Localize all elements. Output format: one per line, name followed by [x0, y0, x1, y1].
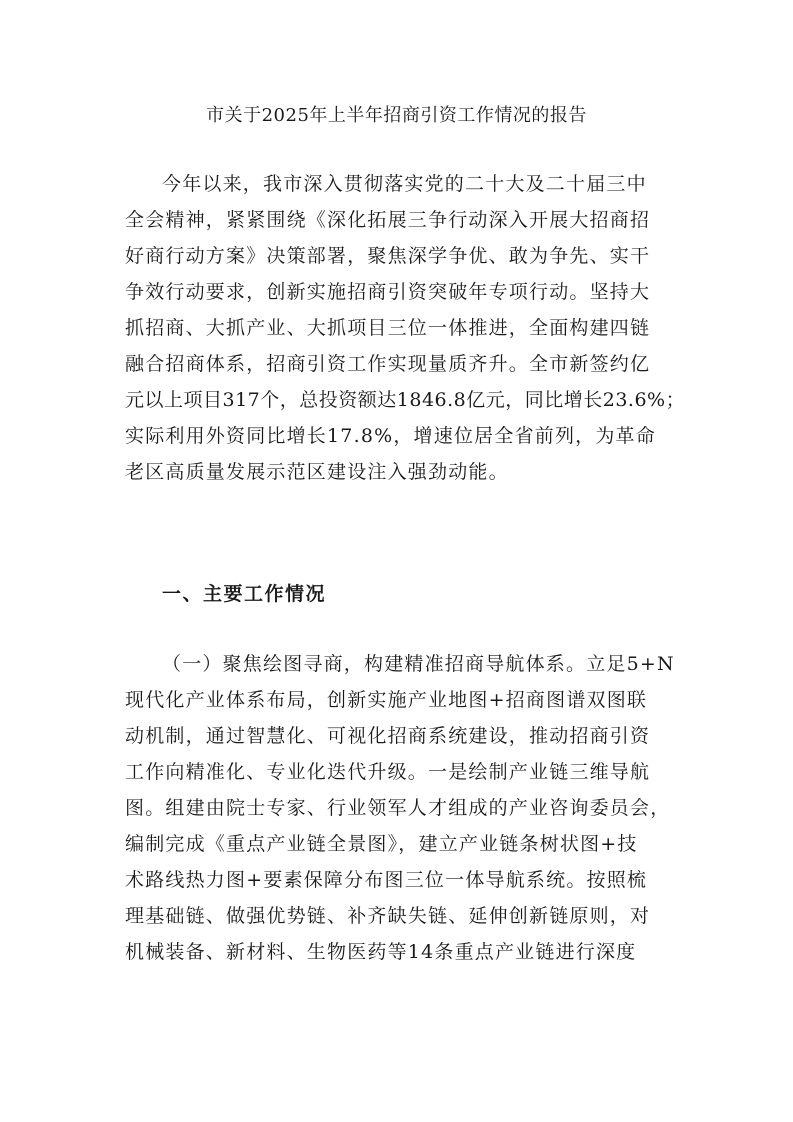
- paragraph-line: 实际利用外资同比增长17.8%，增速位居全省前列，为革命: [125, 425, 656, 447]
- paragraph-line: 老区高质量发展示范区建设注入强劲动能。: [125, 461, 509, 483]
- paragraph-line: 动机制，通过智慧化、可视化招商系统建设，推动招商引资: [125, 725, 651, 747]
- paragraph-line: 抓招商、大抓产业、大抓项目三位一体推进，全面构建四链: [125, 317, 651, 339]
- paragraph-line: 术路线热力图+要素保障分布图三位一体导航系统。按照梳: [125, 869, 648, 891]
- paragraph-line: 机械装备、新材料、生物医药等14条重点产业链进行深度: [125, 941, 637, 963]
- paragraph-line: 融合招商体系，招商引资工作实现量质齐升。全市新签约亿: [125, 353, 651, 375]
- paragraph-line: 今年以来，我市深入贯彻落实党的二十大及二十届三中: [162, 173, 647, 195]
- paragraph-line: 工作向精准化、专业化迭代升级。一是绘制产业链三维导航: [125, 761, 651, 783]
- document-title: 市关于2025年上半年招商引资工作情况的报告: [206, 105, 587, 126]
- section-paragraph: [125, 646, 685, 970]
- paragraph-line: 图。组建由院士专家、行业领军人才组成的产业咨询委员会，: [125, 797, 671, 819]
- paragraph-line: （一）聚焦绘图寻商，构建精准招商导航体系。立足5+N: [162, 653, 675, 675]
- paragraph-line: 现代化产业体系布局，创新实施产业地图+招商图谱双图联: [125, 689, 648, 711]
- paragraph-line: 理基础链、做强优势链、补齐缺失链、延伸创新链原则，对: [125, 905, 651, 927]
- paragraph-line: 元以上项目317个，总投资额达1846.8亿元，同比增长23.6%；: [125, 389, 686, 411]
- paragraph-line: 好商行动方案》决策部署，聚焦深学争优、敢为争先、实干: [125, 245, 651, 267]
- paragraph-line: 编制完成《重点产业链全景图》，建立产业链条树状图+技: [125, 833, 638, 855]
- section-heading: 一、主要工作情况: [162, 583, 327, 605]
- paragraph-line: 全会精神，紧紧围绕《深化拓展三争行动深入开展大招商招: [125, 209, 651, 231]
- intro-paragraph: [125, 166, 685, 490]
- paragraph-line: 争效行动要求，创新实施招商引资突破年专项行动。坚持大: [125, 281, 651, 303]
